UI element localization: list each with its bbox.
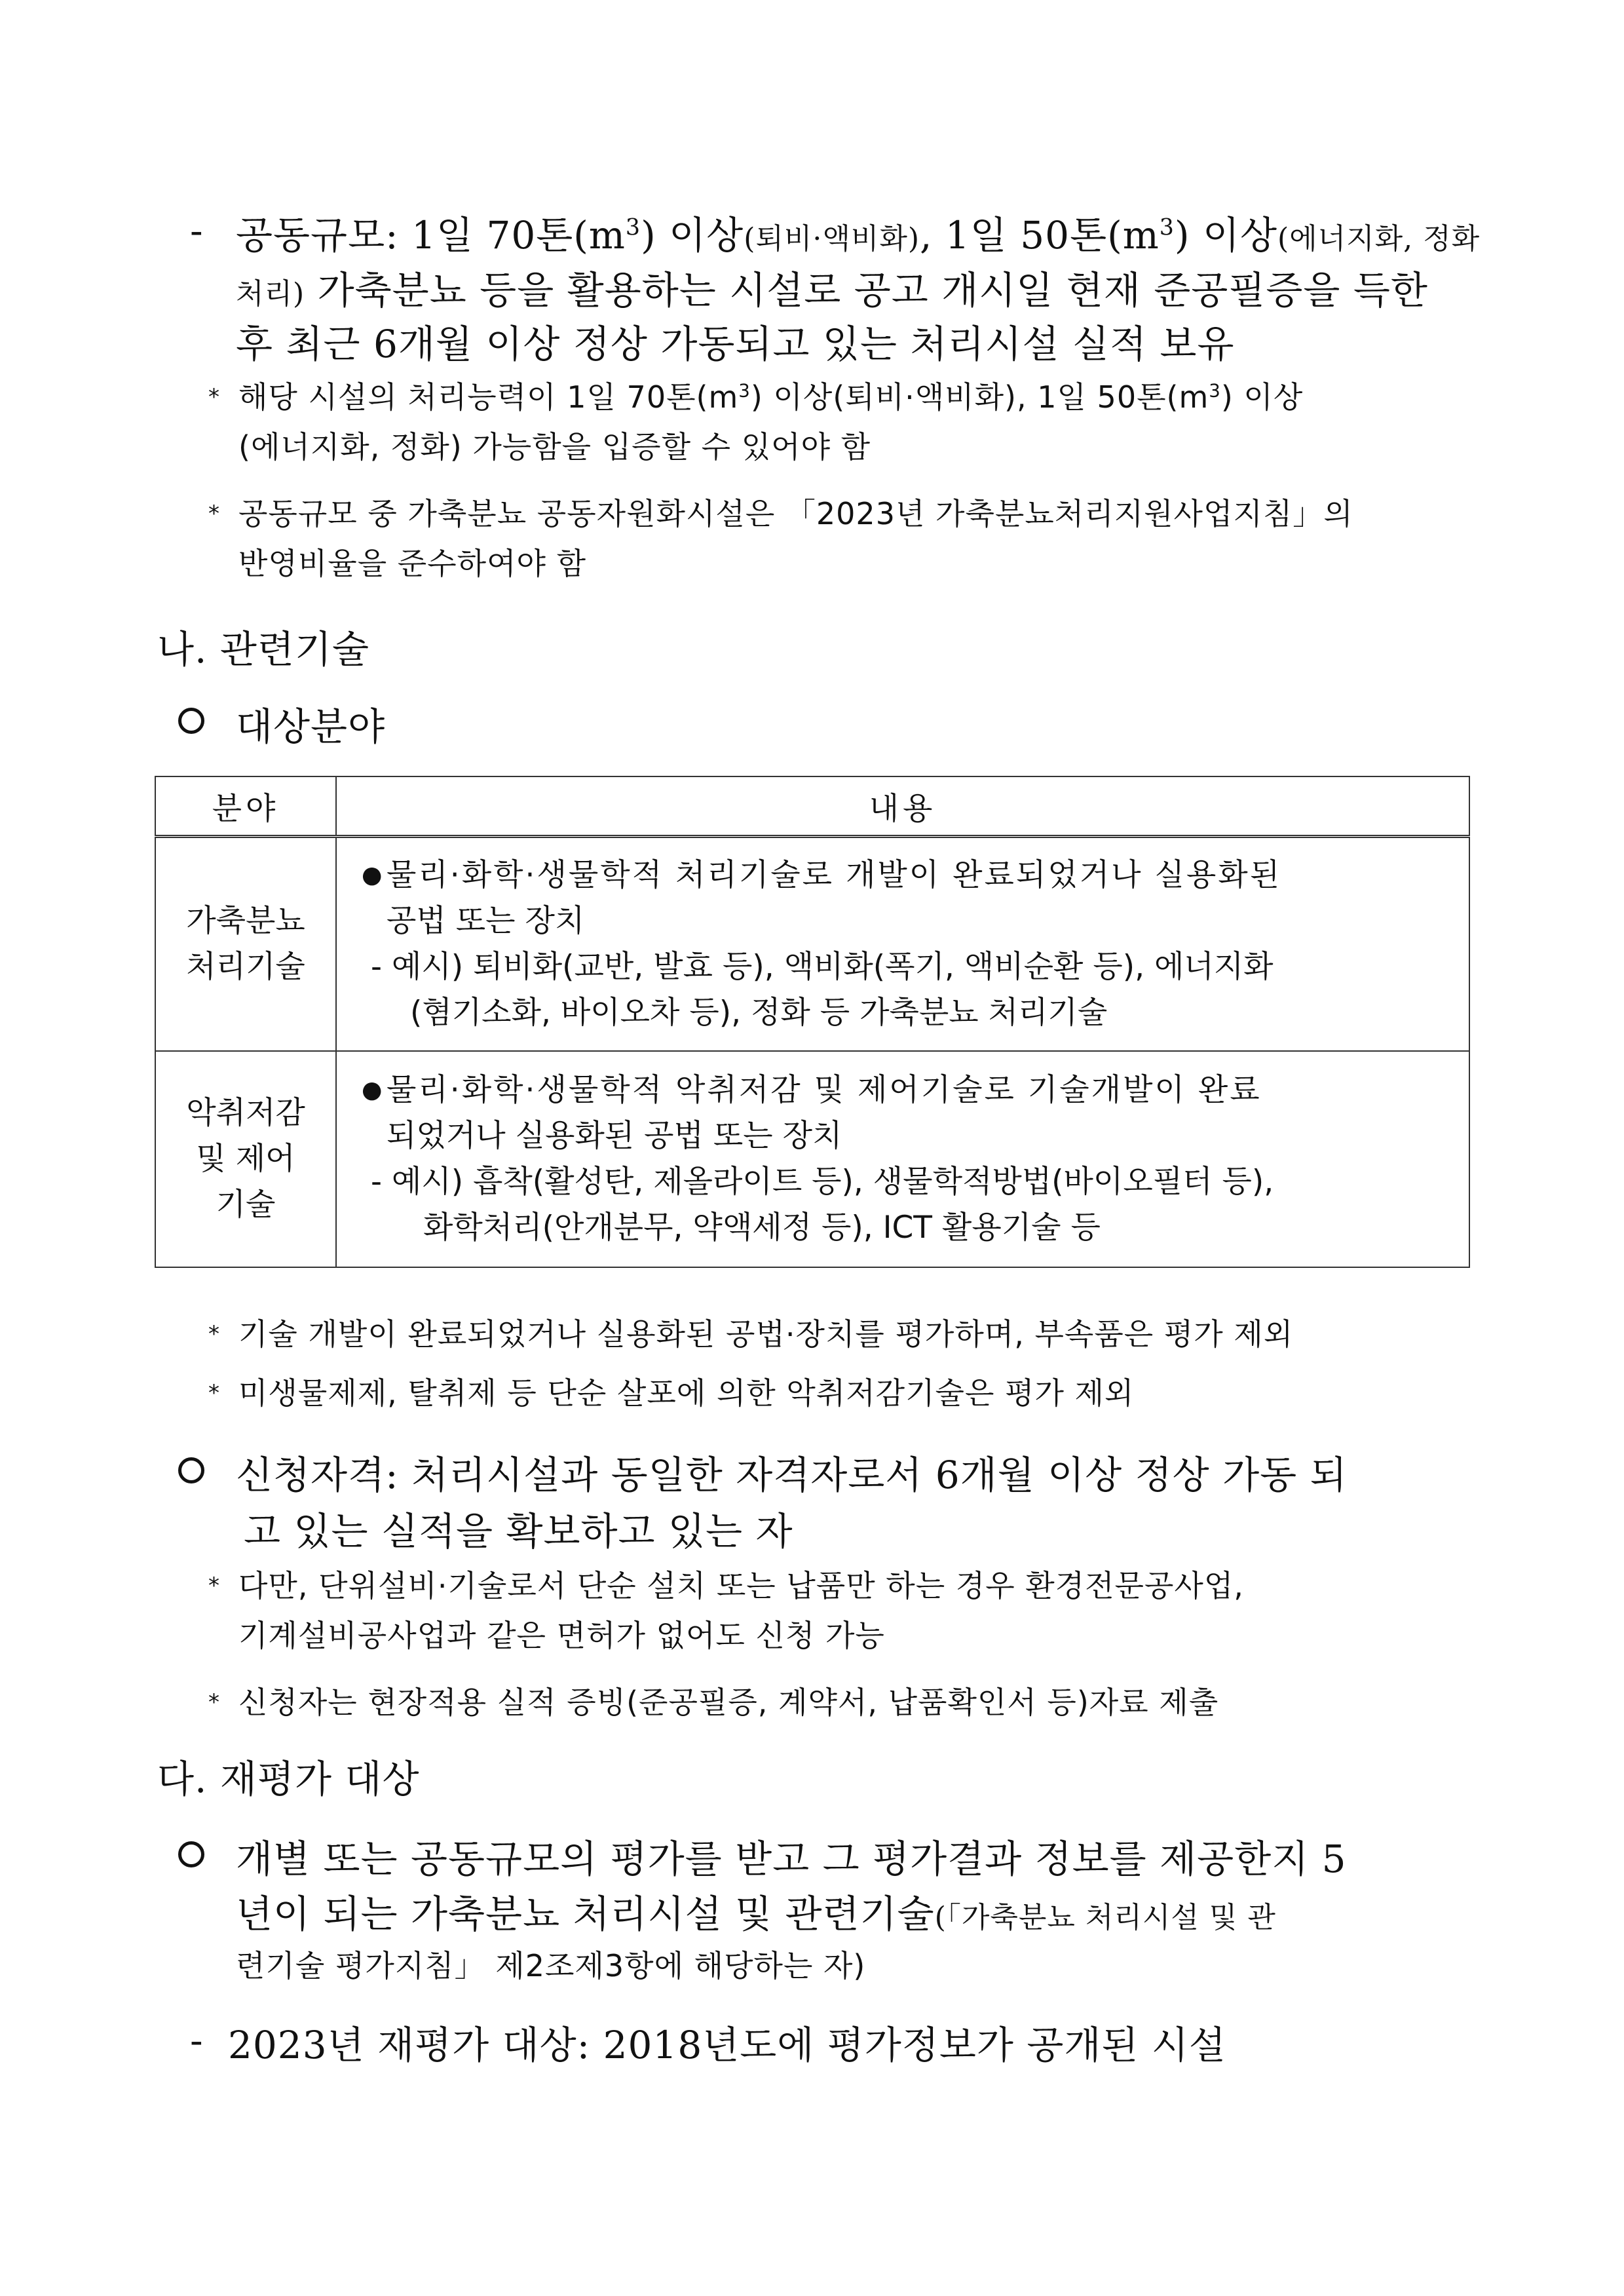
table-note-1: 기술 개발이 완료되었거나 실용화된 공법·장치를 평가하며, 부속품은 평가 제외 (238, 1316, 1294, 1352)
note-star: * (208, 1321, 219, 1347)
reeval-line2: 년이 되는 가축분뇨 처리시설 및 관련기술(「가축분뇨 처리시설 및 관 (236, 1892, 1276, 1936)
example-line-cont: (혐기소화, 바이오차 등), 정화 등 가축분뇨 처리기술 (410, 995, 1108, 1031)
note-star: * (208, 1380, 219, 1406)
example-line: - 예시) 흡착(활성탄, 제올라이트 등), 생물학적방법(바이오필터 등), (371, 1164, 1274, 1200)
eligibility-line2: 고 있는 실적을 확보하고 있는 자 (244, 1509, 793, 1554)
example-line-cont: 화학처리(안개분무, 약액세정 등), ICT 활용기술 등 (423, 1210, 1101, 1246)
scale-requirement-line3: 후 최근 6개월 이상 정상 가동되고 있는 처리시설 실적 보유 (236, 322, 1235, 366)
circle-bullet-icon (178, 708, 204, 734)
scale-requirement-line1: 공동규모: 1일 70톤$(m^3)$ 이상(퇴비·액비화), 1일 50톤$(m^3)$ 이상(에너지화, 정화 (236, 213, 1481, 258)
section-heading-related-tech: 나. 관련기술 (157, 627, 370, 672)
table-cell-field: 악취저감 및 제어 기술 (155, 1051, 336, 1267)
eligibility-note-1-line2: 기계설비공사업과 같은 면허가 없어도 신청 가능 (238, 1618, 885, 1653)
note-star: * (208, 501, 219, 527)
note-star: * (208, 384, 219, 410)
bullet-line: ● 물리·화학·생물학적 처리기술로 개발이 완료되었거나 실용화된 (362, 852, 1453, 898)
dash-marker: - (190, 208, 203, 253)
eligibility-line1: 신청자격: 처리시설과 동일한 자격자로서 6개월 이상 정상 가동 되 (236, 1453, 1348, 1497)
dash-marker: - (190, 2018, 203, 2063)
scale-requirement-line2: 처리) 가축분뇨 등을 활용하는 시설로 공고 개시일 현재 준공필증을 득한 (236, 268, 1428, 313)
note-joint-line1: 공동규모 중 가축분뇨 공동자원화시설은 「2023년 가축분뇨처리지원사업지침」의 (238, 496, 1353, 531)
reeval-line1: 개별 또는 공동규모의 평가를 받고 그 평가결과 정보를 제공한지 5 (236, 1837, 1347, 1881)
table-cell-content (336, 1051, 1469, 1267)
circle-bullet-icon (178, 1457, 204, 1483)
table-header-content: 내용 (336, 776, 1469, 837)
note-star: * (208, 1573, 219, 1599)
note-capacity-line1: 해당 시설의 처리능력이 1일 70톤$(m^3)$ 이상(퇴비·액비화), 1일 50톤$(m^3)$ 이상 (238, 379, 1304, 415)
reeval-target-2023: 2023년 재평가 대상: 2018년도에 평가정보가 공개된 시설 (228, 2023, 1226, 2067)
eligibility-note-1-line1: 다만, 단위설비·기술로서 단순 설치 또는 납품만 하는 경우 환경전문공사업, (238, 1568, 1244, 1603)
bullet-line: ● 물리·화학·생물학적 악취저감 및 제어기술로 기술개발이 완료 (362, 1067, 1453, 1113)
section-heading-reevaluation: 다. 재평가 대상 (157, 1757, 420, 1801)
table-cell-field: 가축분뇨 처리기술 (155, 837, 336, 1052)
reeval-line3: 련기술 평가지침」 제2조제3항에 해당하는 자) (236, 1948, 866, 1983)
subheading-target-field: 대상분야 (236, 704, 386, 749)
table-cell-content (336, 837, 1469, 1052)
note-capacity-line2: (에너지화, 정화) 가능함을 입증할 수 있어야 함 (238, 429, 871, 465)
circle-bullet-icon (178, 1841, 204, 1867)
note-star: * (208, 1689, 219, 1715)
table-row (155, 837, 1469, 1052)
eligibility-note-2: 신청자는 현장적용 실적 증빙(준공필증, 계약서, 납품확인서 등)자료 제출 (238, 1685, 1219, 1720)
table-header-field: 분야 (155, 776, 336, 837)
example-line: - 예시) 퇴비화(교반, 발효 등), 액비화(폭기, 액비순환 등), 에너지화 (371, 949, 1274, 985)
bullet-line-cont: 공법 또는 장치 (387, 903, 585, 939)
table-note-2: 미생물제제, 탈취제 등 단순 살포에 의한 악취저감기술은 평가 제외 (238, 1375, 1135, 1411)
bullet-line-cont: 되었거나 실용화된 공법 또는 장치 (387, 1118, 842, 1154)
table-header-row (155, 776, 1469, 837)
table-row (155, 1051, 1469, 1267)
note-joint-line2: 반영비율을 준수하여야 함 (238, 546, 587, 581)
target-field-table (155, 776, 1470, 1268)
